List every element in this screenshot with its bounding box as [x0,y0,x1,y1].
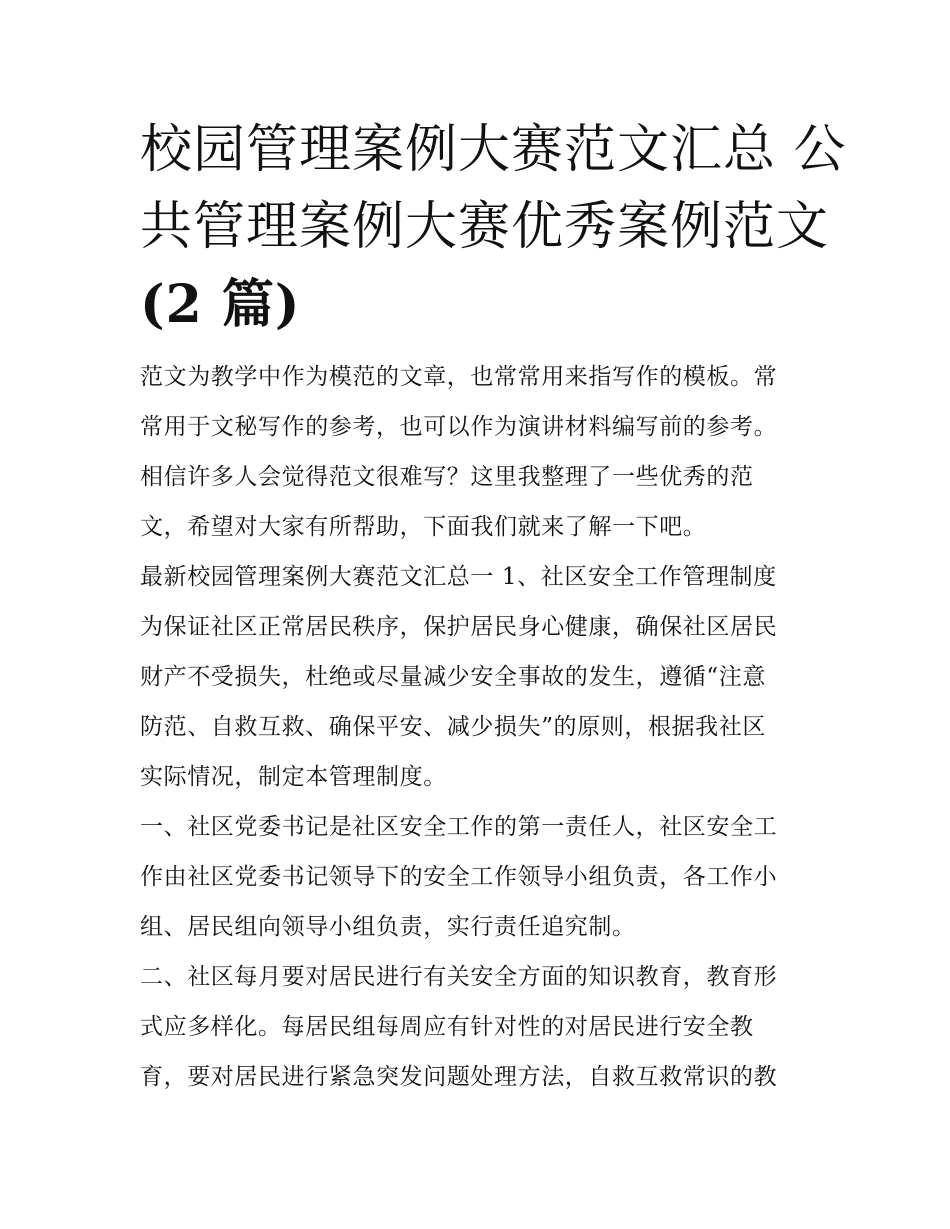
intro-paragraph [140,352,820,552]
text-line: 财产不受损失，杜绝或尽量减少安全事故的发生，遵循“注意 [140,664,766,690]
text-line: 常用于文秘写作的参考，也可以作为演讲材料编写前的参考。 [140,414,778,440]
document-title [140,112,847,343]
section-paragraph-1 [140,552,820,802]
title-line-1: 校园管理案例大赛范文汇总 公 [140,120,847,180]
text-line: 文，希望对大家有所帮助，下面我们就来了解一下吧。 [140,514,707,540]
text-line: 组、居民组向领导小组负责，实行责任追究制。 [140,914,636,940]
text-line: 二、社区每月要对居民进行有关安全方面的知识教育，教育形 [140,964,778,990]
text-line: 一、社区党委书记是社区安全工作的第一责任人，社区安全工 [140,814,778,840]
document-body [140,352,820,1102]
text-line: 防范、自救互救、确保平安、减少损失”的原则，根据我社区 [140,714,766,740]
text-line: 范文为教学中作为模范的文章，也常常用来指写作的模板。常 [140,364,778,390]
text-line: 育，要对居民进行紧急突发问题处理方法，自救互救常识的教 [140,1064,778,1090]
section-paragraph-2 [140,802,820,952]
text-line: 相信许多人会觉得范文很难写？这里我整理了一些优秀的范 [140,464,754,490]
section-paragraph-3 [140,952,820,1102]
text-line: 作由社区党委书记领导下的安全工作领导小组负责，各工作小 [140,864,778,890]
title-line-3: (2 篇) [140,274,301,335]
text-line: 实际情况，制定本管理制度。 [140,764,447,790]
title-line-2: 共管理案例大赛优秀案例范文 [140,197,830,257]
text-line: 最新校园管理案例大赛范文汇总一 1、社区安全工作管理制度 [140,564,777,590]
text-line: 为保证社区正常居民秩序，保护居民身心健康，确保社区居民 [140,614,778,640]
text-line: 式应多样化。每居民组每周应有针对性的对居民进行安全教 [140,1014,754,1040]
